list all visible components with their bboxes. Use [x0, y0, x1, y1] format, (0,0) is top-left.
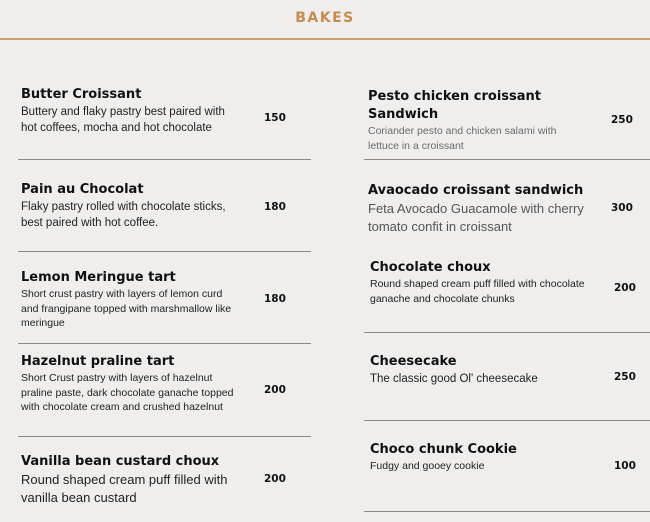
item-name: Cheesecake	[370, 354, 457, 369]
item-price: 100	[614, 460, 636, 472]
menu-item-pesto-chicken-croissant-sandwich	[368, 88, 583, 154]
item-divider	[18, 251, 311, 252]
item-description: Coriander pesto and chicken salami with lettuce in a croissant	[368, 125, 557, 152]
item-name: Pain au Chocolat	[21, 182, 144, 197]
item-description: Flaky pastry rolled with chocolate sticks, best paired with hot coffee.	[21, 201, 226, 229]
item-name: Avaocado croissant sandwich	[368, 183, 584, 198]
item-name: Chocolate choux	[370, 260, 491, 275]
menu-item-hazelnut-praline-tart	[21, 353, 241, 415]
menu-item-chocolate-choux	[370, 259, 585, 306]
item-price: 200	[264, 473, 286, 485]
item-description: Short crust pastry with layers of lemon curd and frangipane topped with marshmallow like meringue	[21, 288, 232, 329]
item-name: Pesto chicken croissant Sandwich	[368, 89, 541, 122]
item-description: The classic good Ol' cheesecake	[370, 373, 538, 385]
menu-item-lemon-meringue-tart	[21, 269, 241, 331]
item-price: 200	[264, 384, 286, 396]
item-description: Fudgy and gooey cookie	[370, 460, 485, 472]
item-description: Short Crust pastry with layers of hazelnut praline paste, dark chocolate ganache topped with chocolate cream and crushed hazelnut	[21, 372, 234, 413]
item-description: Round shaped cream puff filled with chocolate ganache and chocolate chunks	[370, 278, 585, 305]
item-divider	[364, 332, 650, 333]
item-name: Choco chunk Cookie	[370, 442, 517, 457]
item-price: 180	[264, 293, 286, 305]
item-divider	[18, 436, 311, 437]
item-name: Lemon Meringue tart	[21, 270, 176, 285]
menu-item-butter-croissant	[21, 86, 241, 136]
menu-header	[0, 0, 650, 40]
menu-item-choco-chunk-cookie	[370, 441, 590, 474]
item-divider	[364, 159, 650, 160]
item-price: 200	[614, 282, 636, 294]
item-name: Butter Croissant	[21, 87, 142, 102]
menu-item-vanilla-bean-custard-choux	[21, 453, 251, 507]
item-price: 250	[614, 371, 636, 383]
item-description: Round shaped cream puff filled with vanilla bean custard	[21, 472, 228, 505]
menu-item-cheesecake	[370, 353, 590, 387]
item-price: 250	[611, 114, 633, 126]
item-description: Buttery and flaky pastry best paired with hot coffees, mocha and hot chocolate	[21, 106, 225, 134]
item-divider	[18, 343, 311, 344]
menu-item-avocado-croissant-sandwich	[368, 182, 598, 236]
item-divider	[364, 420, 650, 421]
menu-item-pain-au-chocolat	[21, 181, 241, 231]
section-title: BAKES	[295, 10, 355, 26]
item-divider	[18, 159, 311, 160]
item-price: 300	[611, 202, 633, 214]
item-name: Hazelnut praline tart	[21, 354, 175, 369]
item-price: 180	[264, 201, 286, 213]
item-price: 150	[264, 112, 286, 124]
item-description: Feta Avocado Guacamole with cherry tomato confit in croissant	[368, 201, 584, 234]
item-divider	[364, 511, 650, 512]
item-name: Vanilla bean custard choux	[21, 454, 220, 469]
